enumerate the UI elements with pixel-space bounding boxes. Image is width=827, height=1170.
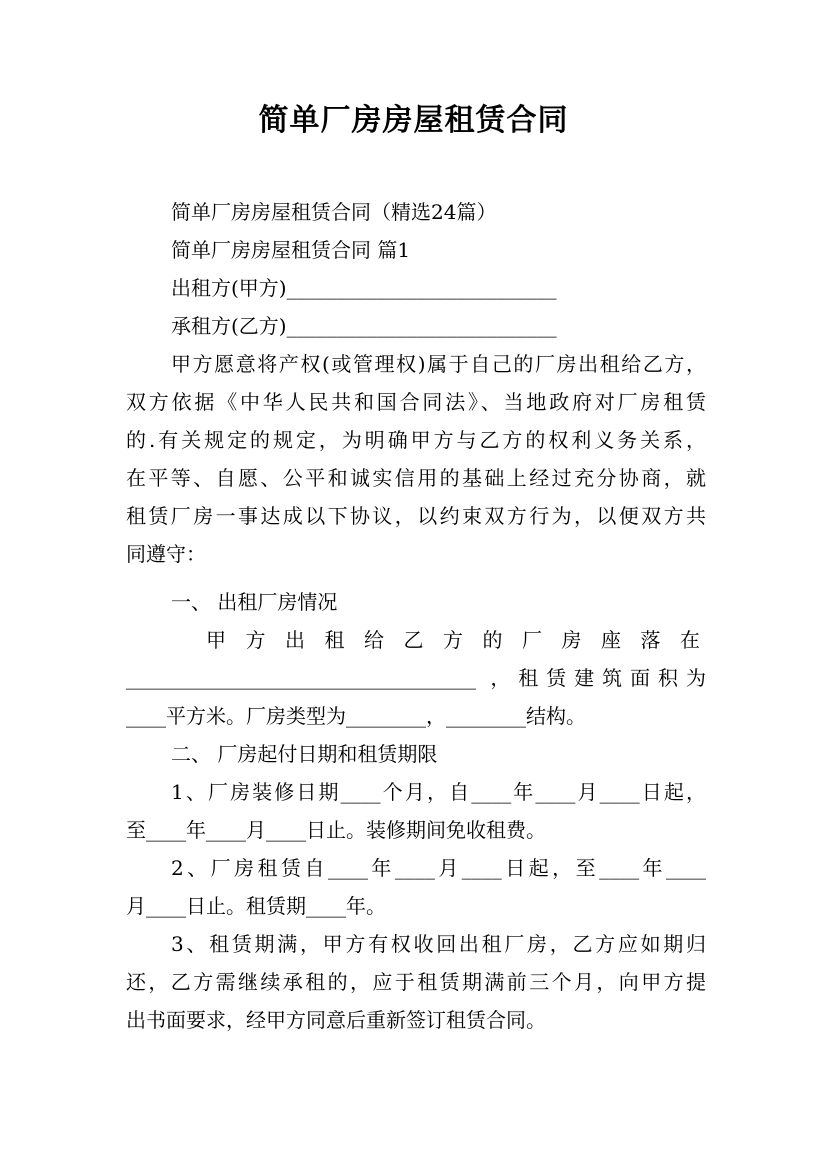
body-paragraph-line: 2、厂房租赁自____年____月____日起，至____年____ [171,856,706,880]
lessor-field-line: 出租方(甲方)___________________________ [171,276,557,300]
lessee-field-line: 承租方(乙方)___________________________ [171,314,557,338]
section-heading-line: 简单厂房房屋租赁合同 篇1 [171,238,411,262]
body-paragraph-line: ____平方米。厂房类型为________，________结构。 [126,704,586,728]
body-paragraph-line: 租赁厂房一事达成以下协议，以约束双方行为，以便双方共 [126,504,706,528]
body-paragraph-line: 甲方愿意将产权(或管理权)属于自己的厂房出租给乙方， [171,352,706,376]
subtitle-line: 简单厂房房屋租赁合同（精选24篇） [171,200,497,224]
clause-heading-2: 二、 厂房起付日期和租赁期限 [171,742,438,766]
body-paragraph-line: 月____日止。租赁期____年。 [126,894,386,918]
body-paragraph-line: 甲方出租给乙方的厂房座落在 [206,628,700,652]
body-paragraph-line: 还，乙方需继续承租的，应于租赁期满前三个月，向甲方提 [126,970,706,994]
body-paragraph-line: 3、租赁期满，甲方有权收回出租厂房，乙方应如期归 [171,932,706,956]
body-paragraph-line: 在平等、自愿、公平和诚实信用的基础上经过充分协商，就 [126,466,706,490]
body-paragraph-line: 出书面要求，经甲方同意后重新签订租赁合同。 [126,1008,546,1032]
body-paragraph-line: 同遵守： [126,542,206,566]
body-paragraph-line: 双方依据《中华人民共和国合同法》、当地政府对厂房租赁 [126,390,706,414]
body-paragraph-line: 1、厂房装修日期____个月，自____年____月____日起， [171,780,706,804]
body-paragraph-line: ___________________________________ ，租赁建筑面积为 [126,666,706,690]
clause-heading-1: 一、 出租厂房情况 [171,590,338,614]
body-paragraph-line: 的.有关规定的规定，为明确甲方与乙方的权利义务关系， [126,428,706,452]
document-title: 简单厂房房屋租赁合同 [258,103,569,138]
body-paragraph-line: 至____年____月____日止。装修期间免收租费。 [126,818,546,842]
